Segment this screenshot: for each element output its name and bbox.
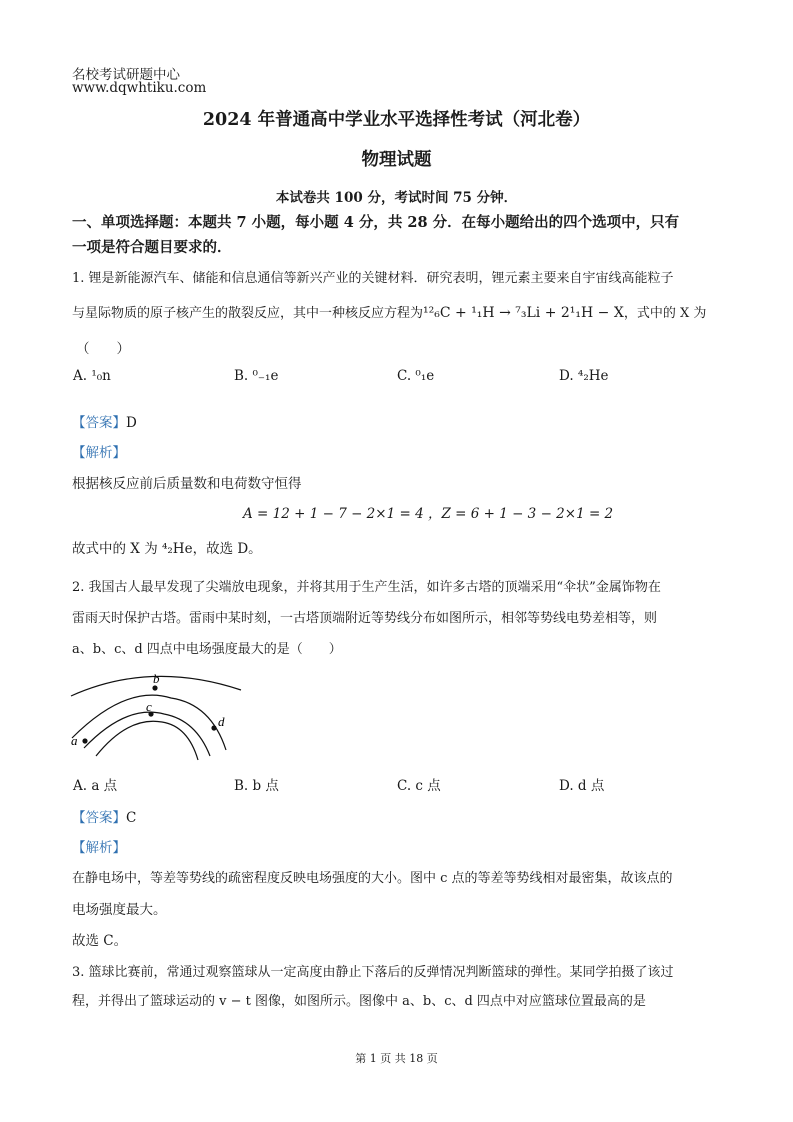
q2-conclusion: 故选 C。: [72, 933, 128, 949]
q2-line3: a、b、c、d 四点中电场强度最大的是（ ）: [72, 642, 342, 657]
q2-option-c: C. c 点: [397, 778, 441, 794]
q1-equation: ¹²₆C + ¹₁H → ⁷₃Li + 2¹₁H − X: [423, 305, 624, 321]
q1-option-c: C. ⁰₁e: [397, 368, 435, 384]
section-heading-line2: 一项是符合题目要求的．: [72, 239, 232, 256]
q2-analysis-line2: 电场强度最大。: [72, 902, 167, 918]
exam-info: 本试卷共 100 分，考试时间 75 分钟．: [275, 190, 518, 206]
site-name: 名校考试研题中心: [72, 67, 180, 83]
site-url: www.dqwhtiku.com: [72, 80, 207, 96]
q2-option-a: A. a 点: [73, 778, 118, 794]
q1-line2-post: ，式中的 X 为: [623, 306, 707, 321]
q1-option-b: B. ⁰₋₁e: [234, 368, 279, 384]
label-a: a: [71, 733, 78, 748]
q2-answer: [72, 806, 136, 826]
q2-line1: 2. 我国古人最早发现了尖端放电现象，并将其用于生产生活，如许多古塔的顶端采用“伞状”金属饰物在: [72, 580, 661, 595]
q1-line2-pre: 与星际物质的原子核产生的散裂反应，其中一种核反应方程为: [72, 306, 424, 321]
point-a: [82, 738, 87, 743]
q1-option-a: A. ¹₀n: [73, 368, 111, 384]
label-d: d: [218, 714, 225, 729]
q1-option-d: D. ⁴₂He: [559, 368, 609, 384]
q1-answer-tag: 【答案】: [72, 415, 126, 431]
q1-answer: [72, 411, 137, 431]
point-d: [211, 725, 216, 730]
q1-analysis-line1: 根据核反应前后质量数和电荷数守恒得: [72, 476, 302, 492]
equipotential-line-3: [84, 712, 210, 756]
q1-line2: [72, 302, 706, 321]
equipotential-figure: [66, 664, 256, 764]
q1-formula: A = 12 + 1 − 7 − 2×1 = 4 ，Z = 6 + 1 − 3 − 2×1 = 2: [243, 506, 614, 522]
q2-answer-tag: 【答案】: [72, 810, 126, 826]
page-number: 第 1 页 共 18 页: [355, 1052, 438, 1065]
q3-line1: 3. 篮球比赛前，常通过观察篮球从一定高度由静止下落后的反弹情况判断篮球的弹性。某同学拍摄了该过: [72, 965, 674, 980]
q2-answer-value: C: [126, 810, 137, 826]
q3-line2: 程，并得出了篮球运动的 v − t 图像，如图所示。图像中 a、b、c、d 四点中对应篮球位置最高的是: [72, 994, 646, 1009]
q2-option-d: D. d 点: [559, 778, 605, 794]
point-b: [152, 685, 157, 690]
q2-analysis-tag: 【解析】: [72, 840, 126, 856]
label-c: c: [146, 699, 152, 714]
q2-option-b: B. b 点: [234, 778, 279, 794]
q1-analysis-tag: 【解析】: [72, 445, 126, 461]
exam-subject: 物理试题: [361, 150, 432, 170]
equipotential-line-inner: [96, 721, 198, 760]
q2-analysis-line1: 在静电场中，等差等势线的疏密程度反映电场强度的大小。图中 c 点的等差等势线相对最密集，故该点的: [72, 871, 673, 886]
q1-conclusion: 故式中的 X 为 ⁴₂He，故选 D。: [72, 541, 262, 557]
section-heading-line1: 一、单项选择题：本题共 7 小题，每小题 4 分，共 28 分．在每小题给出的四个选项中，只有: [72, 214, 680, 231]
q1-paren: （ ）: [76, 341, 130, 357]
label-b: b: [153, 671, 160, 686]
q1-line1: 1. 锂是新能源汽车、储能和信息通信等新兴产业的关键材料．研究表明，锂元素主要来自宇宙线高能粒子: [72, 271, 674, 286]
exam-title: 2024 年普通高中学业水平选择性考试（河北卷）: [202, 110, 591, 130]
q1-answer-value: D: [126, 415, 137, 431]
q2-line2: 雷雨天时保护古塔。雷雨中某时刻，一古塔顶端附近等势线分布如图所示，相邻等势线电势差相等，则: [72, 611, 658, 626]
